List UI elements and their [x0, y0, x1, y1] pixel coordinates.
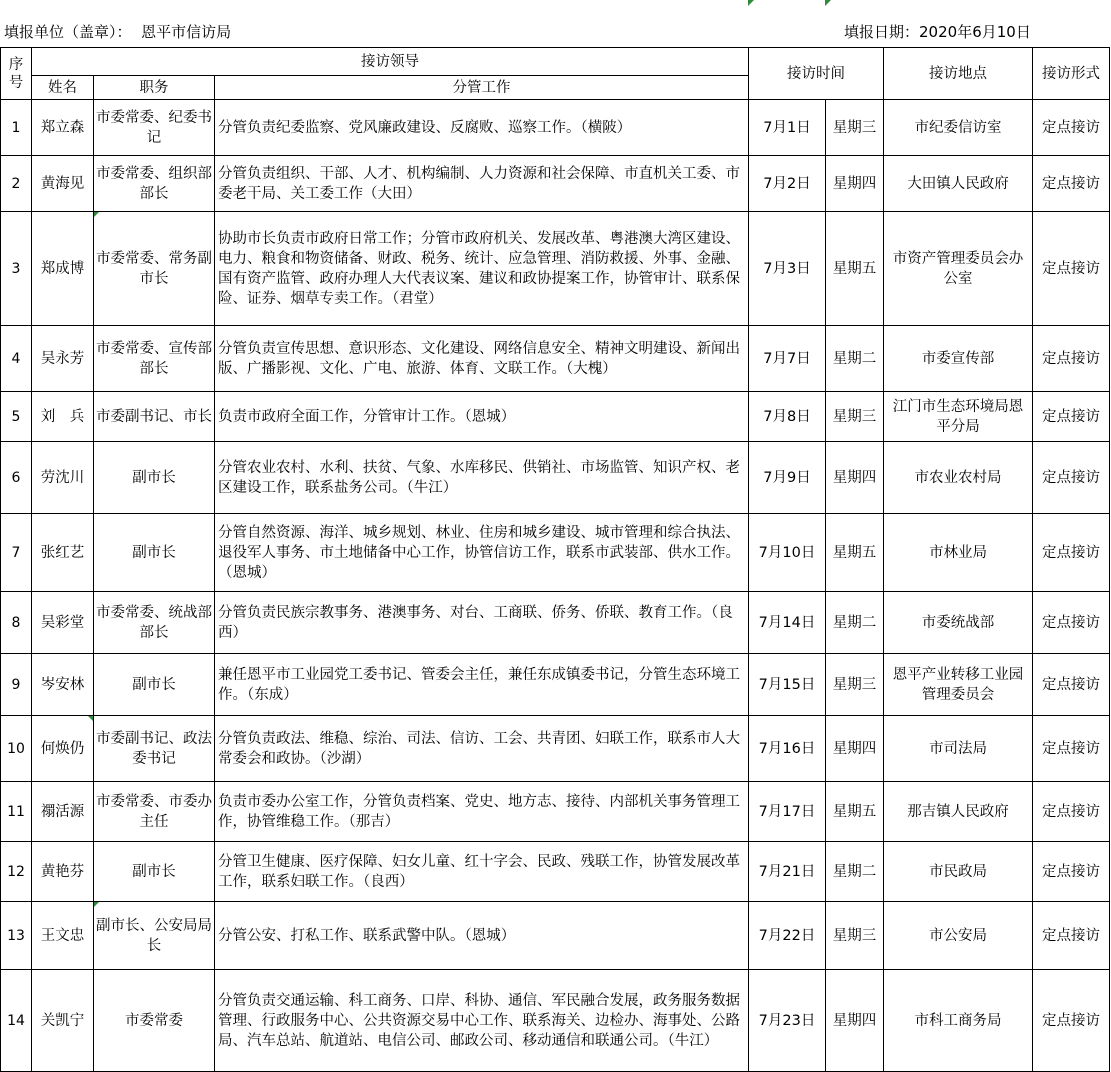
row-seq: 7: [1, 514, 32, 592]
row-name: 吴永芳: [32, 326, 94, 392]
table-row: [1, 326, 1110, 392]
row-date: 7月7日: [749, 326, 826, 392]
row-form: 定点接访: [1033, 970, 1110, 1072]
row-form: 定点接访: [1033, 326, 1110, 392]
row-place: 市民政局: [884, 842, 1033, 902]
row-date: 7月15日: [749, 654, 826, 716]
cell-comment-marker-icon: [88, 716, 93, 721]
table-row: [1, 782, 1110, 842]
row-duty: 分管负责交通运输、科工商务、口岸、科协、通信、军民融合发展，政务服务数据管理、行政服务中心、公共资源交易中心工作、联系海关、边检办、海事处、公路局、汽车总站、航道站、电信公司、邮政公司、移动通信和联通公司。（牛江）: [215, 970, 749, 1072]
table-row: [1, 902, 1110, 970]
report-header: [0, 0, 1111, 46]
row-seq: 14: [1, 970, 32, 1072]
row-position: 市委副书记、政法委书记: [94, 716, 215, 782]
row-duty: 分管负责宣传思想、意识形态、文化建设、网络信息安全、精神文明建设、新闻出版、广播影视、文化、广电、旅游、体育、文联工作。（大槐）: [215, 326, 749, 392]
row-position-text: 副市长、公安局局长: [96, 917, 212, 954]
row-seq: 6: [1, 442, 32, 514]
row-duty: 负责市委办公室工作，分管负责档案、党史、地方志、接待、内部机关事务管理工作，协管维稳工作。（那吉）: [215, 782, 749, 842]
row-weekday: 星期五: [826, 212, 884, 326]
row-name: 吴彩堂: [32, 592, 94, 654]
row-position: [94, 212, 215, 326]
table-row: [1, 514, 1110, 592]
table-row: [1, 654, 1110, 716]
cell-comment-marker-icon: [94, 902, 99, 907]
row-position: [94, 902, 215, 970]
row-position: 副市长: [94, 514, 215, 592]
table-row: [1, 970, 1110, 1072]
row-duty: 分管自然资源、海洋、城乡规划、林业、住房和城乡建设、城市管理和综合执法、退役军人事务、市土地储备中心工作，协管信访工作，联系市武装部、供水工作。（恩城）: [215, 514, 749, 592]
row-seq: 8: [1, 592, 32, 654]
row-seq: 10: [1, 716, 32, 782]
row-place: 市委宣传部: [884, 326, 1033, 392]
row-position: 市委副书记、市长: [94, 392, 215, 442]
row-duty: 分管公安、打私工作、联系武警中队。（恩城）: [215, 902, 749, 970]
row-seq: 13: [1, 902, 32, 970]
row-date: 7月17日: [749, 782, 826, 842]
row-weekday: 星期四: [826, 156, 884, 212]
table-row: [1, 156, 1110, 212]
row-form: 定点接访: [1033, 442, 1110, 514]
row-name: 关凯宁: [32, 970, 94, 1072]
row-duty: 分管负责政法、维稳、综治、司法、信访、工会、共青团、妇联工作，联系市人大常委会和政协。（沙湖）: [215, 716, 749, 782]
row-seq: 9: [1, 654, 32, 716]
row-weekday: 星期二: [826, 842, 884, 902]
row-weekday: 星期三: [826, 392, 884, 442]
row-weekday: 星期五: [826, 514, 884, 592]
row-date: 7月22日: [749, 902, 826, 970]
row-place: 江门市生态环境局恩平分局: [884, 392, 1033, 442]
row-name-text: 何焕仍: [40, 740, 85, 757]
row-weekday: 星期五: [826, 782, 884, 842]
row-name: 王文忠: [32, 902, 94, 970]
row-seq: 3: [1, 212, 32, 326]
row-name: 禤活源: [32, 782, 94, 842]
row-place: 市公安局: [884, 902, 1033, 970]
row-form: 定点接访: [1033, 514, 1110, 592]
unit-label: 填报单位（盖章）：: [4, 23, 132, 41]
reception-schedule-table: [0, 47, 1110, 1072]
row-seq: 12: [1, 842, 32, 902]
row-seq: 11: [1, 782, 32, 842]
row-date: 7月1日: [749, 100, 826, 156]
row-position-text: 市委常委、常务副市长: [96, 250, 212, 287]
row-position: 市委常委、组织部部长: [94, 156, 215, 212]
row-place: 市司法局: [884, 716, 1033, 782]
row-form: 定点接访: [1033, 902, 1110, 970]
row-seq: 1: [1, 100, 32, 156]
row-form: 定点接访: [1033, 100, 1110, 156]
row-name: 郑立森: [32, 100, 94, 156]
row-date: 7月14日: [749, 592, 826, 654]
row-position: 副市长: [94, 842, 215, 902]
row-name: 黄海见: [32, 156, 94, 212]
row-weekday: 星期三: [826, 902, 884, 970]
header-leader-group: 接访领导: [32, 48, 749, 76]
row-place: 恩平产业转移工业园管理委员会: [884, 654, 1033, 716]
cell-comment-marker-icon: [748, 0, 754, 6]
row-form: 定点接访: [1033, 782, 1110, 842]
row-form: 定点接访: [1033, 716, 1110, 782]
row-form: 定点接访: [1033, 156, 1110, 212]
cell-comment-marker-icon: [94, 212, 99, 217]
row-duty: 分管负责纪委监察、党风廉政建设、反腐败、巡察工作。（横陂）: [215, 100, 749, 156]
row-place: 市资产管理委员会办公室: [884, 212, 1033, 326]
header-row-1: [1, 48, 1110, 76]
row-name: 郑成博: [32, 212, 94, 326]
table-row: [1, 392, 1110, 442]
row-position: 副市长: [94, 654, 215, 716]
row-form: 定点接访: [1033, 392, 1110, 442]
cell-comment-marker-icon: [825, 0, 831, 6]
row-weekday: 星期三: [826, 100, 884, 156]
header-position: 职务: [94, 76, 215, 100]
row-form: 定点接访: [1033, 842, 1110, 902]
date-label: 填报日期：: [844, 23, 920, 41]
row-form: 定点接访: [1033, 212, 1110, 326]
row-place: 大田镇人民政府: [884, 156, 1033, 212]
row-position: 副市长: [94, 442, 215, 514]
table-row: [1, 592, 1110, 654]
header-name: 姓名: [32, 76, 94, 100]
row-weekday: 星期四: [826, 970, 884, 1072]
header-time: 接访时间: [749, 48, 884, 100]
table-row: [1, 442, 1110, 514]
row-date: 7月2日: [749, 156, 826, 212]
row-position: 市委常委、统战部部长: [94, 592, 215, 654]
row-position: 市委常委、纪委书记: [94, 100, 215, 156]
row-date: 7月10日: [749, 514, 826, 592]
row-duty: 兼任恩平市工业园党工委书记、管委会主任，兼任东成镇委书记，分管生态环境工作。（东成）: [215, 654, 749, 716]
row-duty: 分管农业农村、水利、扶贫、气象、水库移民、供销社、市场监管、知识产权、老区建设工作，联系盐务公司。（牛江）: [215, 442, 749, 514]
row-seq: 5: [1, 392, 32, 442]
row-position: 市委常委: [94, 970, 215, 1072]
row-weekday: 星期三: [826, 654, 884, 716]
row-weekday: 星期二: [826, 592, 884, 654]
row-place: 市农业农村局: [884, 442, 1033, 514]
report-unit: [4, 21, 231, 42]
row-date: 7月23日: [749, 970, 826, 1072]
row-form: 定点接访: [1033, 592, 1110, 654]
row-duty: 分管卫生健康、医疗保障、妇女儿童、红十字会、民政、残联工作，协管发展改革工作，联系妇联工作。（良西）: [215, 842, 749, 902]
row-place: 市委统战部: [884, 592, 1033, 654]
header-place: 接访地点: [884, 48, 1033, 100]
row-form: 定点接访: [1033, 654, 1110, 716]
row-place: 市林业局: [884, 514, 1033, 592]
header-seq: 序号: [1, 48, 32, 100]
row-name: 张红艺: [32, 514, 94, 592]
row-duty: 协助市长负责市政府日常工作；分管市政府机关、发展改革、粤港澳大湾区建设、电力、粮食和物资储备、财政、税务、统计、应急管理、消防救援、外事、金融、国有资产监管、政府办理人大代表议案、建议和政协提案工作，协管审计、联系保险、证券、烟草专卖工作。（君堂）: [215, 212, 749, 326]
row-weekday: 星期二: [826, 326, 884, 392]
table-row: [1, 716, 1110, 782]
header-duty: 分管工作: [215, 76, 749, 100]
table-row: [1, 212, 1110, 326]
row-duty: 负责市政府全面工作，分管审计工作。（恩城）: [215, 392, 749, 442]
row-date: 7月8日: [749, 392, 826, 442]
row-name: 黄艳芬: [32, 842, 94, 902]
table-row: [1, 100, 1110, 156]
row-place: 市科工商务局: [884, 970, 1033, 1072]
row-date: 7月3日: [749, 212, 826, 326]
row-weekday: 星期四: [826, 716, 884, 782]
row-date: 7月16日: [749, 716, 826, 782]
row-date: 7月21日: [749, 842, 826, 902]
date-value: 2020年6月10日: [919, 23, 1031, 41]
row-name: 劳沈川: [32, 442, 94, 514]
row-name: 刘 兵: [32, 392, 94, 442]
row-weekday: 星期四: [826, 442, 884, 514]
row-seq: 2: [1, 156, 32, 212]
row-duty: 分管负责组织、干部、人才、机构编制、人力资源和社会保障、市直机关工委、市委老干局、关工委工作（大田）: [215, 156, 749, 212]
report-date: [844, 21, 1031, 42]
row-name: [32, 716, 94, 782]
header-form: 接访形式: [1033, 48, 1110, 100]
row-place: 那吉镇人民政府: [884, 782, 1033, 842]
row-duty: 分管负责民族宗教事务、港澳事务、对台、工商联、侨务、侨联、教育工作。（良西）: [215, 592, 749, 654]
row-position: 市委常委、宣传部部长: [94, 326, 215, 392]
row-position: 市委常委、市委办主任: [94, 782, 215, 842]
table-row: [1, 842, 1110, 902]
table-header: [1, 48, 1110, 100]
row-date: 7月9日: [749, 442, 826, 514]
row-name: 岑安林: [32, 654, 94, 716]
unit-name: 恩平市信访局: [141, 23, 232, 41]
row-seq: 4: [1, 326, 32, 392]
row-place: 市纪委信访室: [884, 100, 1033, 156]
